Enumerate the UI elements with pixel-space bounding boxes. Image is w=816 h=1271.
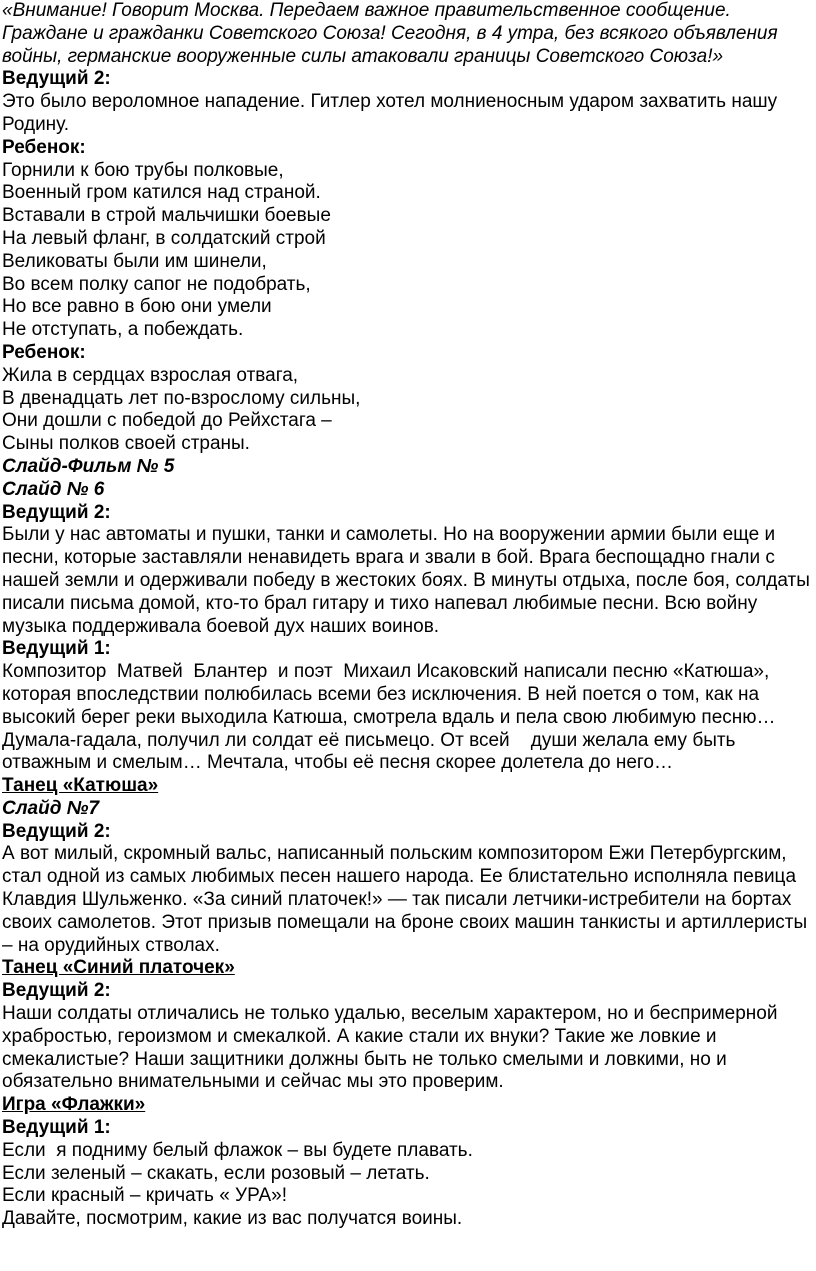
poem-line: На левый фланг, в солдатский строй (2, 227, 326, 249)
slide-film-heading: Слайд-Фильм № 5 (2, 455, 175, 477)
game-instruction-line: Если красный – кричать « УРА»! (2, 1185, 288, 1207)
dance-heading: Танец «Синий платочек» (2, 957, 235, 979)
poem-line: Жила в сердцах взрослая отвага, (2, 364, 299, 386)
poem-line: Вставали в строй мальчишки боевые (2, 205, 331, 227)
paragraph: Это было вероломное нападение. Гитлер хотел молниеносным ударом захватить нашу Родину. (2, 91, 778, 135)
paragraph: Наши солдаты отличались не только удалью, веселым характером, но и беспримерной храбростью, героизмом и смекалкой. А какие стали их внуки? Такие же ловкие и смекалистые? Наши защитники должны быть не только смелыми и ловкими, но и обязательно внимательными и сейчас мы это проверим. (2, 1003, 778, 1093)
poem-line: Горнили к бою трубы полковые, (2, 159, 284, 181)
slide-heading: Слайд №7 (2, 797, 100, 819)
speaker-label: Ведущий 2: (2, 68, 111, 90)
radio-announcement: «Внимание! Говорит Москва. Передаем важное правительственное сообщение. Граждане и гражданки Советского Союза! Сегодня, в 4 утра, без всякого объявления войны, германские вооруженные силы атаковали границы Советского Союза!» (2, 0, 778, 67)
poem-line: Но все равно в бою они умели (2, 296, 272, 318)
speaker-label: Ведущий 1: (2, 1117, 111, 1139)
speaker-label: Ведущий 2: (2, 501, 111, 523)
paragraph: А вот милый, скромный вальс, написанный польским композитором Ежи Петербургским, стал одной из самых любимых песен нашего народа. Ее блистательно исполняла певица Клавдия Шульженко. «За синий платочек!» — так писали летчики-истребители на бортах своих самолетов. Этот призыв помещали на броне своих машин танкисты и артиллеристы – на орудийных стволах. (2, 843, 808, 956)
poem-line: Они дошли с победой до Рейхстага – (2, 410, 332, 432)
dance-heading: Танец «Катюша» (2, 775, 159, 797)
game-heading: Игра «Флажки» (2, 1094, 146, 1116)
poem-line: Не отступать, а побеждать. (2, 319, 244, 341)
speaker-label: Ведущий 2: (2, 980, 111, 1002)
speaker-label: Ребенок: (2, 341, 86, 363)
poem-line: Во всем полку сапог не подобрать, (2, 273, 311, 295)
document-page (2, 0, 812, 1231)
poem-line: Военный гром катился над страной. (2, 182, 321, 204)
poem-line: Великоваты были им шинели, (2, 250, 267, 272)
speaker-label: Ребенок: (2, 136, 86, 158)
paragraph: Были у нас автоматы и пушки, танки и самолеты. Но на вооружении армии были еще и песни, которые заставляли ненавидеть врага и звали в бой. Врага беспощадно гнали с нашей земли и одерживали победу в жестоких боях. В минуты отдыха, после боя, солдаты писали письма домой, кто-то брал гитару и тихо напевал любимые песни. Всю войну музыка поддерживала боевой дух наших воинов. (2, 524, 810, 637)
game-instruction-line: Если зеленый – скакать, если розовый – летать. (2, 1162, 430, 1184)
speaker-label: Ведущий 1: (2, 638, 111, 660)
game-instruction-line: Давайте, посмотрим, какие из вас получатся воины. (2, 1208, 463, 1230)
paragraph: Композитор Матвей Блантер и поэт Михаил Исаковский написали песню «Катюша», которая впоследствии полюбилась всеми без исключения. В ней поется о том, как на высокий берег реки выходила Катюша, смотрела вдаль и пела свою любимую песню… Думала-гадала, получил ли солдат её письмецо. От всей души желала ему быть отважным и смелым… Мечтала, чтобы её песня скорее долетела до него… (2, 661, 781, 774)
game-instruction-line: Если я подниму белый флажок – вы будете плавать. (2, 1139, 473, 1161)
slide-heading: Слайд № 6 (2, 478, 105, 500)
poem-line: В двенадцать лет по-взрослому сильны, (2, 387, 361, 409)
poem-line: Сыны полков своей страны. (2, 433, 250, 455)
speaker-label: Ведущий 2: (2, 820, 111, 842)
